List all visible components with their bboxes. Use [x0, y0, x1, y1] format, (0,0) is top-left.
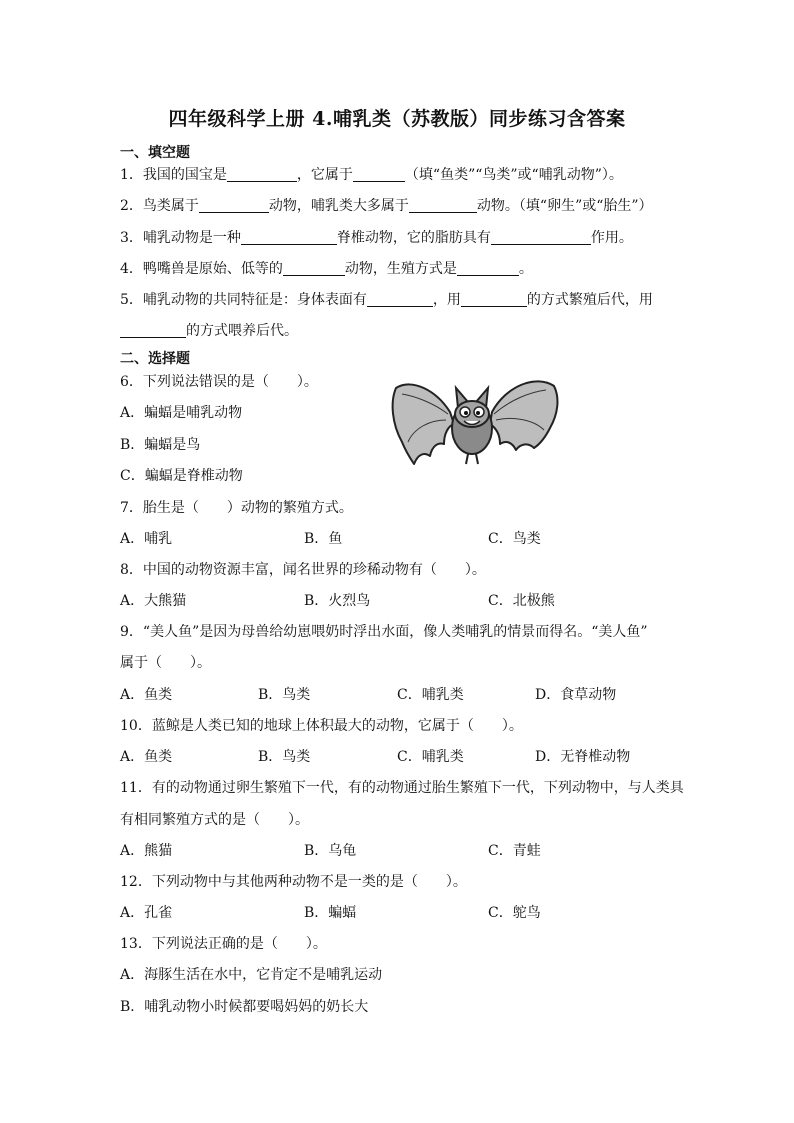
question-4 — [120, 260, 533, 278]
question-1 — [120, 166, 623, 184]
question-13-stem: 13．下列说法正确的是（ ）。 — [120, 936, 327, 952]
q9-option-c[interactable]: C．哺乳类 — [397, 687, 464, 703]
q4-blank-1[interactable] — [283, 261, 345, 276]
q9-option-d[interactable]: D．食草动物 — [535, 687, 617, 703]
q6-option-b[interactable]: B．蝙蝠是鸟 — [120, 437, 201, 453]
q13-option-a[interactable]: A．海豚生活在水中，它肯定不是哺乳运动 — [120, 967, 383, 983]
q3-text-1: 3．哺乳动物是一种 — [120, 230, 241, 246]
q2-text-3: 动物。（填“卵生”或“胎生”） — [476, 198, 653, 214]
q9-option-a[interactable]: A．鱼类 — [120, 687, 173, 703]
q12-option-c[interactable]: C．鸵鸟 — [488, 905, 541, 921]
q11-option-b[interactable]: B．乌龟 — [304, 843, 357, 859]
question-11-stem: 11．有的动物通过卵生繁殖下一代，有的动物通过胎生繁殖下一代，下列动物中，与人类具 — [120, 780, 684, 796]
q2-text-1: 2．鸟类属于 — [120, 198, 199, 214]
q10-option-c[interactable]: C．哺乳类 — [397, 749, 464, 765]
q12-option-a[interactable]: A．孔雀 — [120, 905, 173, 921]
q5-blank-1[interactable] — [367, 292, 433, 307]
q5-blank-2[interactable] — [461, 292, 527, 307]
q6-option-c[interactable]: C．蝙蝠是脊椎动物 — [120, 468, 243, 484]
question-8-stem: 8．中国的动物资源丰富，闻名世界的珍稀动物有（ ）。 — [120, 562, 486, 578]
q5-text-2: ，用 — [432, 292, 461, 308]
question-10-stem: 10．蓝鲸是人类已知的地球上体积最大的动物，它属于（ ）。 — [120, 718, 523, 734]
q10-option-d[interactable]: D．无脊椎动物 — [535, 749, 631, 765]
q1-blank-2[interactable] — [353, 167, 405, 182]
q7-option-a[interactable]: A．哺乳 — [120, 531, 173, 547]
q8-option-a[interactable]: A．大熊猫 — [120, 593, 187, 609]
q7-option-b[interactable]: B．鱼 — [304, 531, 343, 547]
q13-option-b[interactable]: B．哺乳动物小时候都要喝妈妈的奶长大 — [120, 999, 369, 1015]
question-3 — [120, 229, 633, 247]
q4-text-2: 动物，生殖方式是 — [344, 261, 457, 277]
q10-option-a[interactable]: A．鱼类 — [120, 749, 173, 765]
q2-blank-2[interactable] — [409, 198, 477, 213]
q5-blank-3[interactable] — [120, 323, 186, 338]
page-title: 四年级科学上册 4.哺乳类（苏教版）同步练习含答案 — [168, 108, 626, 130]
q10-option-b[interactable]: B．鸟类 — [258, 749, 311, 765]
q7-option-c[interactable]: C．鸟类 — [488, 531, 541, 547]
question-9-stem: 9．“美人鱼”是因为母兽给幼崽喂奶时浮出水面，像人类哺乳的情景而得名。“美人鱼” — [120, 624, 648, 640]
q2-blank-1[interactable] — [199, 198, 269, 213]
q9-option-b[interactable]: B．鸟类 — [258, 687, 311, 703]
question-5 — [120, 291, 653, 309]
question-7-stem: 7．胎生是（ ）动物的繁殖方式。 — [120, 500, 353, 516]
question-6-stem: 6．下列说法错误的是（ ）。 — [120, 374, 318, 390]
q1-blank-1[interactable] — [227, 167, 297, 182]
q5-text-1: 5．哺乳动物的共同特征是：身体表面有 — [120, 292, 367, 308]
q4-blank-2[interactable] — [457, 261, 519, 276]
q8-option-c[interactable]: C．北极熊 — [488, 593, 555, 609]
q8-option-b[interactable]: B．火烈鸟 — [304, 593, 371, 609]
q4-text-1: 4．鸭嘴兽是原始、低等的 — [120, 261, 283, 277]
question-5-continued — [120, 322, 298, 340]
q1-text-1: 1．我国的国宝是 — [120, 167, 227, 183]
q6-option-a[interactable]: A．蝙蝠是哺乳动物 — [120, 405, 243, 421]
q3-blank-2[interactable] — [491, 230, 591, 245]
q12-option-b[interactable]: B．蝙蝠 — [304, 905, 357, 921]
q1-text-3: （填“鱼类”“鸟类”或“哺乳动物”）。 — [404, 167, 623, 183]
q5-text-4: 的方式喂养后代。 — [186, 323, 298, 339]
section-fill-blank-heading: 一、填空题 — [120, 145, 190, 161]
question-2 — [120, 197, 653, 215]
q2-text-2: 动物，哺乳类大多属于 — [268, 198, 409, 214]
section-choice-heading: 二、选择题 — [120, 351, 190, 367]
q5-text-3: 的方式繁殖后代，用 — [526, 292, 653, 308]
q3-blank-1[interactable] — [241, 230, 337, 245]
q11-option-a[interactable]: A．熊猫 — [120, 843, 173, 859]
q3-text-2: 脊椎动物，它的脂肪具有 — [336, 230, 491, 246]
q3-text-3: 作用。 — [590, 230, 633, 246]
q1-text-2: ，它属于 — [296, 167, 353, 183]
question-12-stem: 12．下列动物中与其他两种动物不是一类的是（ ）。 — [120, 874, 467, 890]
bat-illustration — [388, 372, 560, 472]
question-11-stem-continued: 有相同繁殖方式的是（ ）。 — [120, 812, 309, 828]
q11-option-c[interactable]: C．青蛙 — [488, 843, 541, 859]
question-9-stem-continued: 属于（ ）。 — [120, 655, 211, 671]
q4-text-3: 。 — [518, 261, 533, 277]
